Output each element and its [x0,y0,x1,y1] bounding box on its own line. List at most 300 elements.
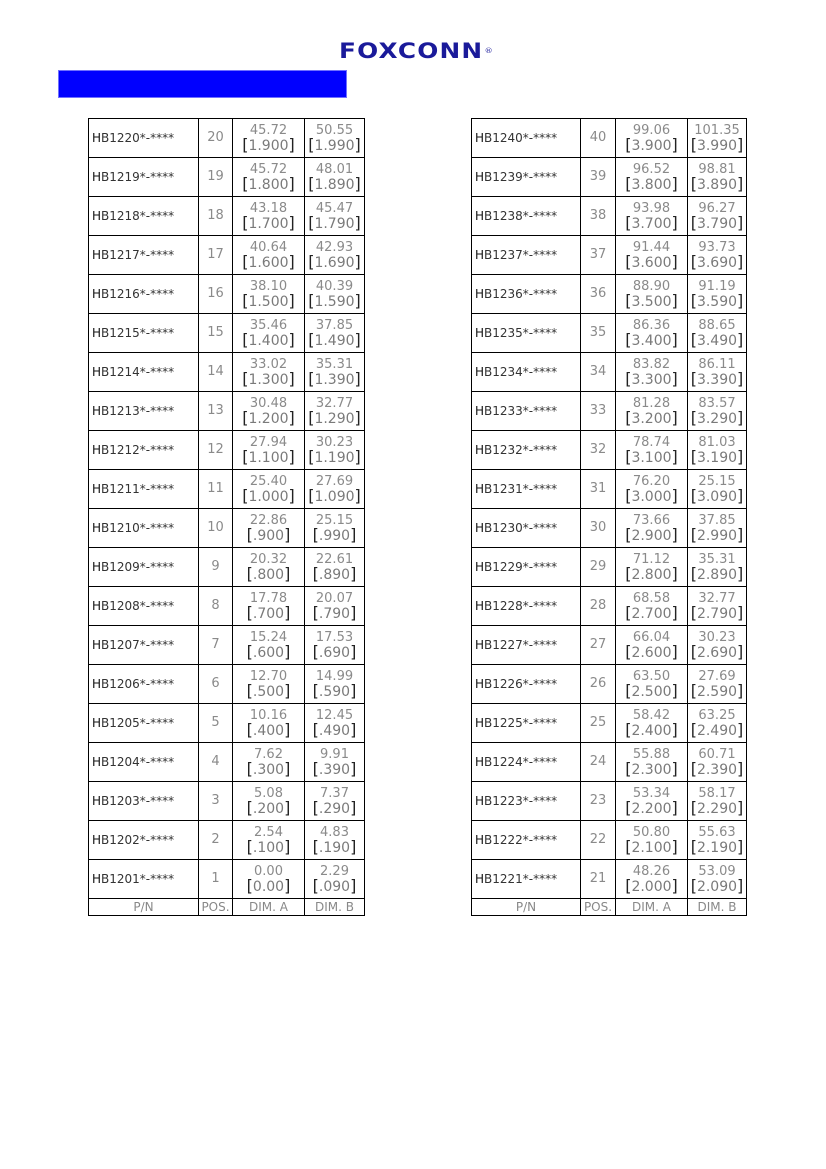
part-number-cell [472,509,581,548]
position-cell: 34 [581,353,616,392]
pn-prefix: H [92,326,102,340]
dim-a-inch: [3.800] [625,173,678,193]
position-cell: 14 [199,353,233,392]
dim-a-mm: 93.98 [632,200,671,216]
dim-b-inch: [2.890] [690,563,744,583]
pn-prefix: H [92,131,102,145]
pn-prefix: H [475,404,485,418]
dim-a-cell [616,782,688,821]
dim-a-cell [233,431,305,470]
dim-a-cell [233,665,305,704]
dim-a-cell [233,743,305,782]
dim-a-inch: [3.300] [625,368,678,388]
column-header-row [472,899,747,916]
dim-b-cell [688,704,747,743]
dim-b-cell [305,275,365,314]
part-number-cell [472,314,581,353]
part-number-cell [89,431,199,470]
table-row [89,548,365,587]
dim-b-inch: [2.490] [690,719,744,739]
pn-prefix: H [92,482,102,496]
dim-a-mm: 20.32 [249,551,288,567]
dim-b-inch: [1.590] [308,290,361,310]
dim-a-mm: 5.08 [254,785,283,801]
pn-prefix: H [475,872,485,886]
dim-a-cell [233,821,305,860]
dim-b-cell [305,431,365,470]
part-number-cell [472,782,581,821]
part-number-cell [472,587,581,626]
dim-a-cell [233,353,305,392]
dim-b-inch: [1.490] [308,329,361,349]
part-number-cell [472,158,581,197]
part-number: B1214*-**** [101,365,175,379]
part-number: B1230*-**** [484,521,558,535]
dim-a-cell [616,743,688,782]
part-number-cell [89,821,199,860]
dim-b-inch: [.090] [312,875,357,895]
part-number-cell [472,860,581,899]
part-number: B1220*-**** [101,131,175,145]
dim-a-cell [616,548,688,587]
dim-b-mm: 91.19 [698,278,736,294]
dim-b-cell [688,860,747,899]
dim-b-mm: 53.09 [698,863,736,879]
pn-prefix: H [475,794,485,808]
dim-a-mm: 76.20 [632,473,671,489]
pn-prefix: H [92,872,102,886]
dim-a-inch: [.700] [246,602,291,622]
part-number: B1215*-**** [101,326,175,340]
position-cell: 24 [581,743,616,782]
header-pn: P/N [89,899,199,916]
part-number-cell [89,314,199,353]
dim-b-cell [305,119,365,158]
dim-b-mm: 14.99 [315,668,354,684]
dim-a-inch: [3.500] [625,290,678,310]
dim-a-inch: [3.000] [625,485,678,505]
position-cell: 40 [581,119,616,158]
dim-b-cell [305,509,365,548]
part-number: B1226*-**** [484,677,558,691]
dim-a-mm: 45.72 [249,122,288,138]
dim-b-mm: 35.31 [315,356,354,372]
pn-prefix: H [92,248,102,262]
pn-prefix: H [92,638,102,652]
dim-a-inch: [2.000] [625,875,678,895]
dim-b-cell [688,431,747,470]
position-cell: 25 [581,704,616,743]
dim-a-cell [616,704,688,743]
logo-text: FOXCONN [339,39,484,63]
part-number: B1240*-**** [484,131,558,145]
title-bar [58,70,347,98]
part-number-cell [472,548,581,587]
part-number: B1239*-**** [484,170,558,184]
table-row [472,275,747,314]
position-cell: 8 [199,587,233,626]
dim-a-cell [616,431,688,470]
part-number-cell [89,665,199,704]
dim-a-mm: 25.40 [249,473,288,489]
position-cell: 39 [581,158,616,197]
table-row [89,431,365,470]
dim-b-mm: 96.27 [698,200,736,216]
position-cell: 15 [199,314,233,353]
dim-b-mm: 12.45 [315,707,354,723]
dim-a-inch: [.600] [246,641,291,661]
dim-a-mm: 71.12 [632,551,671,567]
part-number: B1204*-**** [101,755,175,769]
pn-prefix: H [475,209,485,223]
dim-a-cell [233,197,305,236]
position-cell: 38 [581,197,616,236]
pn-prefix: H [475,560,485,574]
dim-b-inch: [.790] [312,602,357,622]
dim-b-inch: [.490] [312,719,357,739]
pn-prefix: H [475,482,485,496]
dim-a-mm: 45.72 [249,161,288,177]
dim-b-mm: 86.11 [698,356,736,372]
dim-a-mm: 96.52 [632,161,671,177]
dim-b-mm: 37.85 [698,512,736,528]
dim-b-inch: [.690] [312,641,357,661]
part-number-cell [89,119,199,158]
dim-a-cell [616,392,688,431]
dim-a-mm: 12.70 [249,668,288,684]
position-cell: 10 [199,509,233,548]
dim-b-cell [305,665,365,704]
dim-a-inch: [.200] [246,797,291,817]
dim-b-mm: 4.83 [320,824,349,840]
dim-a-inch: [1.900] [242,134,295,154]
part-number: B1232*-**** [484,443,558,457]
dim-a-mm: 40.64 [249,239,288,255]
dim-b-inch: [3.090] [690,485,744,505]
dim-a-mm: 88.90 [632,278,671,294]
dim-a-inch: [1.500] [242,290,295,310]
part-number: B1223*-**** [484,794,558,808]
dim-b-mm: 101.35 [694,122,740,138]
table-row [472,587,747,626]
pn-prefix: H [475,716,485,730]
dim-a-cell [616,314,688,353]
dim-a-cell [233,275,305,314]
dim-b-cell [305,821,365,860]
dim-a-mm: 53.34 [632,785,671,801]
dim-a-cell [233,236,305,275]
dim-b-cell [688,509,747,548]
pn-prefix: H [475,833,485,847]
dim-a-inch: [1.000] [242,485,295,505]
dim-b-inch: [3.690] [690,251,744,271]
dim-b-mm: 27.69 [315,473,354,489]
dimension-table-left [88,118,365,916]
part-number: B1201*-**** [101,872,175,886]
part-number: B1231*-**** [484,482,558,496]
dim-a-inch: [2.200] [625,797,678,817]
dim-a-cell [616,275,688,314]
dim-a-cell [233,119,305,158]
dim-b-inch: [2.090] [690,875,744,895]
table-row [89,704,365,743]
dim-a-inch: [3.400] [625,329,678,349]
pn-prefix: H [475,287,485,301]
dim-a-cell [233,509,305,548]
dim-a-cell [616,587,688,626]
table-row [89,197,365,236]
dim-b-mm: 63.25 [698,707,736,723]
table-row [89,860,365,899]
dim-b-cell [305,743,365,782]
dim-b-cell [305,236,365,275]
part-number: B1229*-**** [484,560,558,574]
dim-a-cell [616,860,688,899]
dim-b-cell [305,470,365,509]
dim-a-mm: 48.26 [632,863,671,879]
table-row [472,392,747,431]
dim-b-cell [688,665,747,704]
table-row [89,353,365,392]
dim-b-inch: [.890] [312,563,357,583]
table-row [472,743,747,782]
dim-b-mm: 81.03 [698,434,736,450]
dim-a-inch: [2.400] [625,719,678,739]
dim-b-inch: [.290] [312,797,357,817]
dim-b-inch: [1.090] [308,485,361,505]
part-number-cell [472,197,581,236]
part-number: B1216*-**** [101,287,175,301]
dim-a-inch: [0.00] [246,875,291,895]
table-row [89,509,365,548]
table-row [89,821,365,860]
part-number: B1227*-**** [484,638,558,652]
position-cell: 21 [581,860,616,899]
part-number: B1237*-**** [484,248,558,262]
dim-a-inch: [1.300] [242,368,295,388]
pn-prefix: H [475,365,485,379]
dim-b-inch: [1.690] [308,251,361,271]
dim-b-cell [305,158,365,197]
dim-a-cell [616,470,688,509]
dim-a-mm: 2.54 [254,824,283,840]
dim-a-inch: [.100] [246,836,291,856]
dim-b-inch: [2.590] [690,680,744,700]
table-row [89,119,365,158]
dim-b-cell [688,626,747,665]
dim-b-inch: [.590] [312,680,357,700]
dim-b-cell [305,314,365,353]
dim-b-cell [305,704,365,743]
position-cell: 6 [199,665,233,704]
table-row [472,470,747,509]
part-number-cell [472,743,581,782]
pn-prefix: H [475,248,485,262]
part-number: B1235*-**** [484,326,558,340]
dim-b-cell [688,236,747,275]
dim-b-mm: 83.57 [698,395,736,411]
table-row [472,782,747,821]
pn-prefix: H [92,677,102,691]
position-cell: 26 [581,665,616,704]
dim-b-inch: [1.290] [308,407,361,427]
table-row [89,392,365,431]
dim-b-cell [688,548,747,587]
dim-b-cell [688,353,747,392]
dim-a-cell [616,236,688,275]
part-number-cell [89,197,199,236]
part-number-cell [89,743,199,782]
dim-a-cell [616,119,688,158]
dim-a-cell [233,704,305,743]
position-cell: 29 [581,548,616,587]
pn-prefix: H [92,794,102,808]
dim-b-inch: [1.990] [308,134,361,154]
position-cell: 35 [581,314,616,353]
pn-prefix: H [92,287,102,301]
table-row [472,314,747,353]
part-number-cell [89,158,199,197]
position-cell: 16 [199,275,233,314]
dim-b-mm: 32.77 [698,590,736,606]
dim-a-inch: [1.700] [242,212,295,232]
dim-b-cell [688,275,747,314]
dim-a-inch: [.300] [246,758,291,778]
table-row [89,236,365,275]
dim-a-inch: [1.100] [242,446,295,466]
dim-b-mm: 27.69 [698,668,736,684]
dim-b-inch: [3.390] [690,368,744,388]
dim-a-mm: 86.36 [632,317,671,333]
table-row [472,665,747,704]
part-number: B1212*-**** [101,443,175,457]
position-cell: 30 [581,509,616,548]
dim-a-mm: 83.82 [632,356,671,372]
dim-a-cell [616,626,688,665]
dim-b-cell [305,782,365,821]
part-number-cell [89,353,199,392]
dim-a-cell [233,782,305,821]
position-cell: 19 [199,158,233,197]
pn-prefix: H [475,755,485,769]
header-pn: P/N [472,899,581,916]
position-cell: 28 [581,587,616,626]
dim-a-mm: 22.86 [249,512,288,528]
dim-a-cell [233,392,305,431]
part-number-cell [472,275,581,314]
part-number: B1211*-**** [101,482,175,496]
table-row [89,665,365,704]
dim-b-cell [688,470,747,509]
dim-a-cell [233,587,305,626]
dim-a-inch: [2.800] [625,563,678,583]
dim-b-mm: 25.15 [315,512,354,528]
dim-b-mm: 7.37 [320,785,349,801]
part-number-cell [89,860,199,899]
pn-prefix: H [92,716,102,730]
dim-b-mm: 48.01 [315,161,354,177]
dim-b-inch: [1.890] [308,173,361,193]
table-row [89,275,365,314]
table-row [89,743,365,782]
dim-a-inch: [.900] [246,524,291,544]
dim-b-mm: 30.23 [315,434,354,450]
header-dim-b: DIM. B [688,899,747,916]
position-cell: 33 [581,392,616,431]
position-cell: 36 [581,275,616,314]
dim-a-inch: [2.500] [625,680,678,700]
dim-b-mm: 88.65 [698,317,736,333]
position-cell: 18 [199,197,233,236]
dim-b-mm: 2.29 [320,863,349,879]
dim-a-mm: 15.24 [249,629,288,645]
header-dim-a: DIM. A [233,899,305,916]
part-number: B1210*-**** [101,521,175,535]
dim-b-cell [688,197,747,236]
part-number-cell [89,509,199,548]
dim-a-inch: [1.800] [242,173,295,193]
pn-prefix: H [92,521,102,535]
dim-a-inch: [2.600] [625,641,678,661]
position-cell: 5 [199,704,233,743]
position-cell: 11 [199,470,233,509]
part-number: B1233*-**** [484,404,558,418]
part-number-cell [472,119,581,158]
dim-b-inch: [3.790] [690,212,744,232]
dim-a-inch: [.500] [246,680,291,700]
part-number-cell [472,470,581,509]
part-number-cell [89,236,199,275]
dim-a-mm: 81.28 [632,395,671,411]
part-number: B1206*-**** [101,677,175,691]
pn-prefix: H [475,326,485,340]
part-number-cell [472,431,581,470]
table-row [89,626,365,665]
part-number: B1225*-**** [484,716,558,730]
dim-a-inch: [.400] [246,719,291,739]
dim-a-mm: 68.58 [632,590,671,606]
dim-b-mm: 30.23 [698,629,736,645]
dim-b-mm: 20.07 [315,590,354,606]
dim-a-cell [616,197,688,236]
part-number-cell [472,704,581,743]
dim-b-cell [305,548,365,587]
dim-a-mm: 7.62 [254,746,283,762]
column-header-row [89,899,365,916]
part-number: B1218*-**** [101,209,175,223]
part-number-cell [89,275,199,314]
table-row [472,197,747,236]
dim-b-inch: [2.690] [690,641,744,661]
dim-b-inch: [1.390] [308,368,361,388]
pn-prefix: H [475,638,485,652]
dim-a-inch: [3.100] [625,446,678,466]
dim-a-mm: 33.02 [249,356,288,372]
dim-b-cell [305,626,365,665]
part-number-cell [89,587,199,626]
dim-b-inch: [1.790] [308,212,361,232]
dim-a-cell [233,860,305,899]
table-row [472,548,747,587]
table-row [472,119,747,158]
part-number: B1209*-**** [101,560,175,574]
dim-a-mm: 66.04 [632,629,671,645]
dim-a-mm: 91.44 [632,239,671,255]
dim-a-inch: [2.100] [625,836,678,856]
dim-a-mm: 27.94 [249,434,288,450]
dim-b-mm: 32.77 [315,395,354,411]
table-row [89,782,365,821]
